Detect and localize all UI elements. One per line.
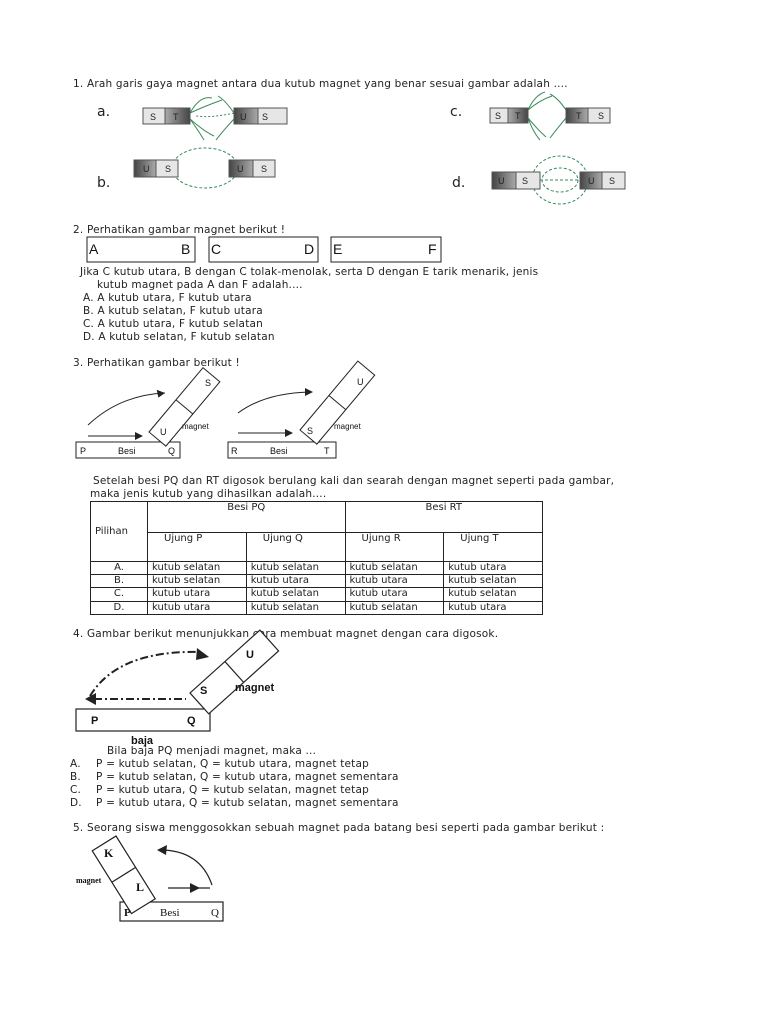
table-row: D. kutub utara kutub selatan kutub selatan kutub utara: [91, 601, 543, 614]
q4-question: 4. Gambar berikut menunjukkan cara membuat magnet dengan cara digosok.: [73, 628, 499, 640]
q1-d-pole2: S: [522, 176, 529, 186]
q5-fig-right: Q: [211, 907, 219, 919]
q3-header-ujung-r: Ujung R: [345, 532, 444, 561]
q4-letter-c: C.: [70, 784, 82, 796]
q2-bar2-right: D: [304, 241, 315, 257]
q4-letter-a: A.: [70, 758, 81, 770]
q2-option-c: C. A kutub utara, F kutub selatan: [83, 318, 263, 330]
q1-b-pole2: S: [165, 164, 172, 174]
q3-fig2-mid: Besi: [270, 446, 288, 456]
q3-fig2-top: U: [357, 377, 364, 387]
q3-stem-line2: maka jenis kutub yang dihasilkan adalah....: [90, 488, 327, 500]
q3-fig1-top: S: [205, 378, 212, 388]
q4-letter-d: D.: [70, 797, 82, 809]
q1-option-a-label: a.: [97, 104, 111, 120]
q4-stem: Bila baja PQ menjadi magnet, maka ...: [107, 745, 317, 757]
q1-question: 1. Arah garis gaya magnet antara dua kutub magnet yang benar sesuai gambar adalah ....: [73, 78, 568, 90]
q3-header-besi-rt: Besi RT: [345, 502, 543, 533]
q1-c-pole1: S: [495, 111, 502, 121]
q1-option-d-label: d.: [452, 175, 466, 191]
q4-letter-b: B.: [70, 771, 81, 783]
q3-fig1-right: Q: [168, 446, 176, 456]
q3-header-ujung-p: Ujung P: [148, 532, 247, 561]
q3-header-ujung-q: Ujung Q: [246, 532, 345, 561]
q1-b-pole3: U: [237, 164, 244, 174]
q3-fig2-magnet: magnet: [334, 422, 361, 431]
q1-option-b-label: b.: [97, 175, 111, 191]
q4-fig-top: U: [246, 649, 254, 661]
q4-option-a: P = kutub selatan, Q = kutub utara, magnet tetap: [96, 758, 370, 770]
q1-option-c-label: c.: [450, 104, 463, 120]
q4-fig-under: baja: [131, 735, 154, 747]
q2-bar1-left: A: [89, 241, 99, 257]
q2-option-b: B. A kutub selatan, F kutub utara: [83, 305, 263, 317]
q1-a-pole2: T: [173, 112, 179, 122]
q2-bar3-right: F: [428, 241, 437, 257]
q3-fig2-bottom: S: [307, 426, 314, 436]
q1-d-pole1: U: [498, 176, 505, 186]
q1-c-pole3: T: [576, 111, 582, 121]
q1-a-pole3: U: [240, 112, 247, 122]
q1-c-pole4: S: [598, 111, 605, 121]
q3-header-pilihan: Pilihan: [91, 502, 148, 562]
q3-fig1-mid: Besi: [118, 446, 136, 456]
q2-bar2-left: C: [211, 241, 222, 257]
q3-header-besi-pq: Besi PQ: [148, 502, 346, 533]
q2-stem-line1: Jika C kutub utara, B dengan C tolak-menolak, serta D dengan E tarik menarik, jenis: [80, 266, 539, 278]
q5-fig-magnet: magnet: [76, 876, 102, 885]
q5-fig-bottom: L: [136, 880, 145, 894]
q3-fig2-right: T: [324, 446, 330, 456]
table-row: C. kutub utara kutub selatan kutub utara kutub selatan: [91, 588, 543, 601]
q3-stem-line1: Setelah besi PQ dan RT digosok berulang kali dan searah dengan magnet seperti pada gambar,: [93, 475, 615, 487]
q2-option-a: A. A kutub utara, F kutub utara: [83, 292, 252, 304]
q3-fig1-magnet: magnet: [182, 422, 209, 431]
q1-a-pole1: S: [150, 112, 157, 122]
q2-question: 2. Perhatikan gambar magnet berikut !: [73, 224, 286, 236]
q4-option-d: P = kutub utara, Q = kutub selatan, magnet sementara: [96, 797, 399, 809]
q4-fig-bottom: S: [200, 685, 208, 697]
q5-fig-top: K: [104, 846, 114, 860]
q3-question: 3. Perhatikan gambar berikut !: [73, 357, 240, 369]
q2-bar3-left: E: [333, 241, 343, 257]
q1-a-pole4: S: [262, 112, 269, 122]
q4-option-b: P = kutub selatan, Q = kutub utara, magnet sementara: [96, 771, 399, 783]
q1-b-pole4: S: [261, 164, 268, 174]
q4-fig-left: P: [91, 715, 99, 727]
q5-question: 5. Seorang siswa menggosokkan sebuah magnet pada batang besi seperti pada gambar berikut :: [73, 822, 605, 834]
q3-fig1-left: P: [80, 446, 87, 456]
q5-fig-mid: Besi: [160, 907, 180, 919]
q2-stem-line2: kutub magnet pada A dan F adalah....: [97, 279, 303, 291]
q2-bar1-right: B: [181, 241, 191, 257]
q3-header-ujung-t: Ujung T: [444, 532, 543, 561]
q4-fig-magnet: magnet: [235, 682, 275, 694]
q4-option-c: P = kutub utara, Q = kutub selatan, magnet tetap: [96, 784, 370, 796]
table-row: B. kutub selatan kutub utara kutub utara kutub selatan: [91, 574, 543, 587]
q2-option-d: D. A kutub selatan, F kutub selatan: [83, 331, 275, 343]
q3-fig2-left: R: [231, 446, 238, 456]
q3-fig1-bottom: U: [160, 427, 167, 437]
q5-fig-left: P: [124, 907, 131, 919]
q4-fig-right: Q: [187, 715, 196, 727]
q1-b-pole1: U: [143, 164, 150, 174]
table-row: A. kutub selatan kutub selatan kutub selatan kutub utara: [91, 561, 543, 574]
q1-d-pole4: S: [609, 176, 616, 186]
q1-c-pole2: T: [515, 111, 521, 121]
q1-d-pole3: U: [588, 176, 595, 186]
